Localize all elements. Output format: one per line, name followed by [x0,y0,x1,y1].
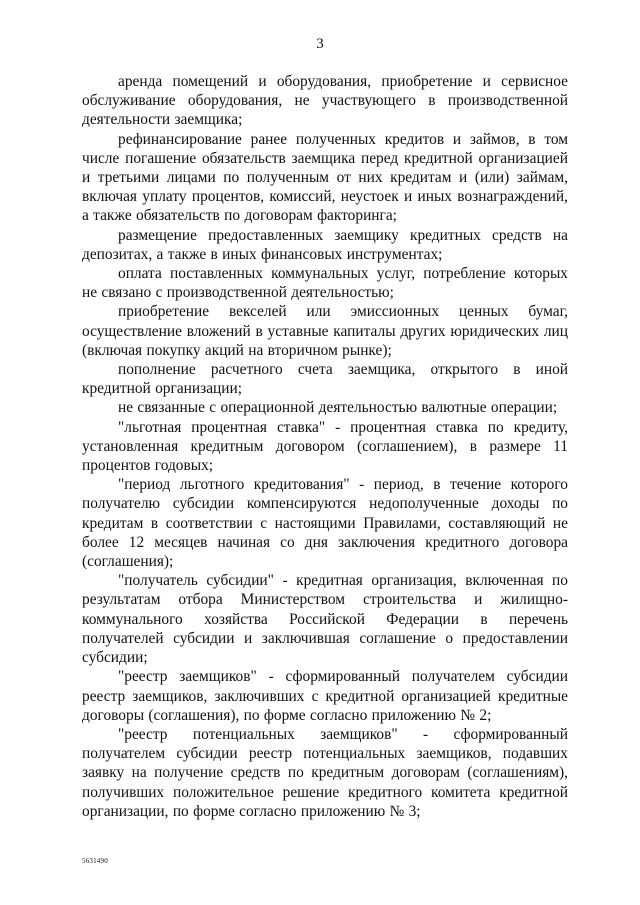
paragraph-preferential-period: "период льготного кредитования" - период, в течение которого получателю субсидии компенсируются недополученные доходы по кредитам в соответствии с настоящими Правилами, составляющий не более 12 месяцев начиная со дня заключения кредитного договора (соглашения); [82,476,568,571]
paragraph-currency-operations: не связанные с операционной деятельностью валютные операции; [118,399,558,417]
paragraph-deposits: размещение предоставленных заемщику кредитных средств на депозитах, а также в иных финансовых инструментах; [82,226,568,263]
paragraph-securities: приобретение векселей или эмиссионных ценных бумаг, осуществление вложений в уставные капиталы других юридических лиц (включая покупку акций на вторичном рынке); [82,303,568,359]
paragraph-borrowers-registry: "реестр заемщиков" - сформированный получателем субсидии реестр заемщиков, заключивших с кредитной организацией кредитные договоры (соглашения), по форме согласно приложению № 2; [82,668,568,724]
paragraph-preferential-rate: "льготная процентная ставка" - процентная ставка по кредиту, установленная кредитным договором (соглашением), в размере 11 процентов годовых; [82,418,568,475]
paragraph-utilities: оплата поставленных коммунальных услуг, потребление которых не связано с производственной деятельностью; [82,265,568,302]
paragraph-refinancing: рефинансирование ранее полученных кредитов и займов, в том числе погашение обязательств заемщика перед кредитной организацией и третьими лицами по полученным от них кредитам и (или) займам, включая уплату процентов, комиссий, неустоек и иных вознаграждений, а также обязательств по договорам факторинга; [82,130,568,225]
paragraph-account-topup: пополнение расчетного счета заемщика, открытого в иной кредитной организации; [82,361,568,398]
paragraph-subsidy-recipient: "получатель субсидии" - кредитная организация, включенная по результатам отбора Министерством строительства и жилищно-коммунального хозяйства Российской Федерации в перечень получателей субсидии и заключившая соглашение о предоставлении субсидии; [82,572,568,667]
document-code: 5631490 [82,857,108,865]
paragraph-equipment-rental: аренда помещений и оборудования, приобретение и сервисное обслуживание оборудования, не участвующего в производственной деятельности заемщика; [82,73,568,129]
document-body [82,72,568,821]
page-number: 3 [316,36,324,52]
paragraph-potential-borrowers-registry: "реестр потенциальных заемщиков" - сформированный получателем субсидии реестр потенциальных заемщиков, подавших заявку на получение средств по кредитным договорам (соглашениям), получивших положительное решение кредитного комитета кредитной организации, по форме согласно приложению № 3; [82,725,568,820]
